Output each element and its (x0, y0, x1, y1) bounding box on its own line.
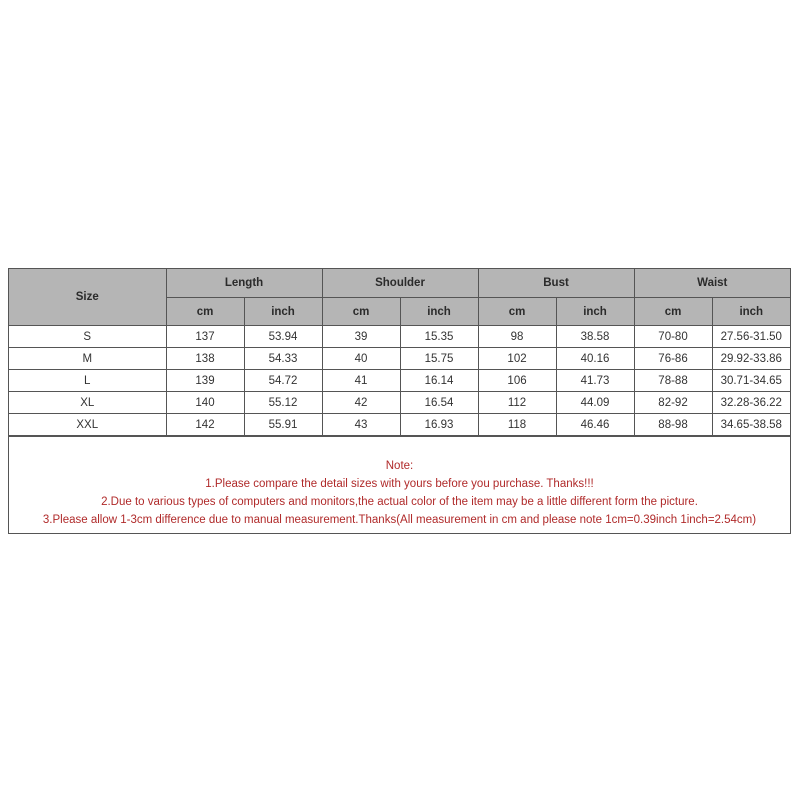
table-cell: 53.94 (244, 326, 322, 348)
table-cell: 16.54 (400, 392, 478, 414)
table-cell: 40 (322, 348, 400, 370)
table-cell: 27.56-31.50 (712, 326, 790, 348)
unit-header: inch (556, 298, 634, 326)
table-cell: 41 (322, 370, 400, 392)
table-cell: 70-80 (634, 326, 712, 348)
table-cell: 38.58 (556, 326, 634, 348)
note-line: 2.Due to various types of computers and monitors,the actual color of the item may be a little different form the picture. (101, 496, 698, 508)
table-row (9, 414, 790, 436)
table-cell: 41.73 (556, 370, 634, 392)
table-cell: 98 (478, 326, 556, 348)
size-table (9, 269, 790, 436)
size-chart (8, 268, 791, 534)
table-row (9, 392, 790, 414)
unit-header: cm (478, 298, 556, 326)
table-cell: 32.28-36.22 (712, 392, 790, 414)
table-cell: 139 (166, 370, 244, 392)
group-header-length: Length (166, 269, 322, 298)
table-cell: 88-98 (634, 414, 712, 436)
unit-header: inch (712, 298, 790, 326)
table-cell: 16.93 (400, 414, 478, 436)
note-line: 3.Please allow 1-3cm difference due to manual measurement.Thanks(All measurement in cm and please note 1cm=0.39inch 1inch=2.54cm) (42, 514, 757, 526)
table-cell: 54.72 (244, 370, 322, 392)
unit-header: cm (166, 298, 244, 326)
table-cell: 40.16 (556, 348, 634, 370)
table-cell: 44.09 (556, 392, 634, 414)
size-header: Size (9, 269, 166, 326)
unit-header: cm (322, 298, 400, 326)
unit-header: cm (634, 298, 712, 326)
table-row (9, 370, 790, 392)
size-cell: S (9, 326, 166, 348)
size-cell: L (9, 370, 166, 392)
table-cell: 16.14 (400, 370, 478, 392)
table-cell: 140 (166, 392, 244, 414)
table-cell: 43 (322, 414, 400, 436)
group-header-waist: Waist (634, 269, 790, 298)
table-cell: 138 (166, 348, 244, 370)
table-cell: 55.12 (244, 392, 322, 414)
table-cell: 55.91 (244, 414, 322, 436)
unit-header: inch (244, 298, 322, 326)
note-title: Note: (385, 460, 414, 472)
table-cell: 34.65-38.58 (712, 414, 790, 436)
table-cell: 54.33 (244, 348, 322, 370)
size-cell: XL (9, 392, 166, 414)
table-cell: 106 (478, 370, 556, 392)
unit-header: inch (400, 298, 478, 326)
table-cell: 46.46 (556, 414, 634, 436)
table-cell: 15.35 (400, 326, 478, 348)
table-row (9, 326, 790, 348)
notes-section (9, 436, 790, 533)
group-header-shoulder: Shoulder (322, 269, 478, 298)
table-cell: 118 (478, 414, 556, 436)
table-cell: 82-92 (634, 392, 712, 414)
table-cell: 102 (478, 348, 556, 370)
table-cell: 137 (166, 326, 244, 348)
table-cell: 30.71-34.65 (712, 370, 790, 392)
note-line: 1.Please compare the detail sizes with yours before you purchase. Thanks!!! (205, 478, 594, 490)
table-cell: 142 (166, 414, 244, 436)
group-header-row (9, 269, 790, 298)
table-cell: 112 (478, 392, 556, 414)
table-cell: 39 (322, 326, 400, 348)
table-cell: 42 (322, 392, 400, 414)
table-cell: 29.92-33.86 (712, 348, 790, 370)
size-cell: M (9, 348, 166, 370)
size-cell: XXL (9, 414, 166, 436)
table-cell: 15.75 (400, 348, 478, 370)
table-row (9, 348, 790, 370)
group-header-bust: Bust (478, 269, 634, 298)
table-cell: 76-86 (634, 348, 712, 370)
table-cell: 78-88 (634, 370, 712, 392)
